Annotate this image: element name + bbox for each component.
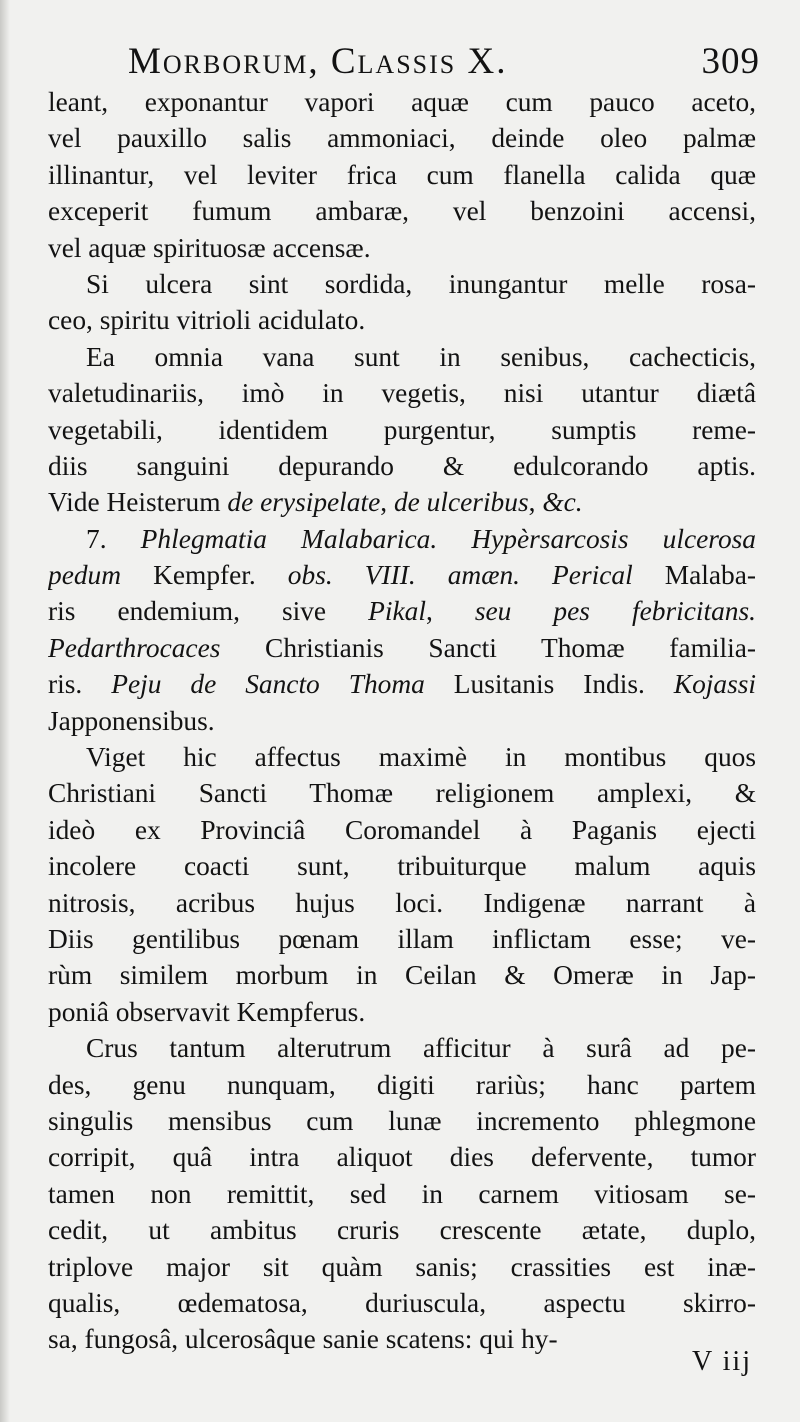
text-run: Ea omnia vana sunt in senibus, cachecticis, — [86, 341, 756, 372]
running-head — [128, 40, 760, 90]
italic-text: Phlegmatia Malabarica. Hypèrsarcosis ulcerosa — [140, 523, 756, 554]
text-run: 7. — [86, 523, 141, 554]
text-run: ris endemium, sive — [48, 596, 369, 627]
body-text — [48, 84, 756, 1358]
text-line — [48, 1139, 756, 1175]
text-run: triplove major sit quàm sanis; crassities est inæ- — [48, 1251, 756, 1282]
text-run: ideò ex Provinciâ Coromandel à Paganis ejecti — [48, 814, 756, 845]
text-run: singulis mensibus cum lunæ incremento phlegmone — [48, 1105, 756, 1136]
running-title: Morborum, Classis X. — [128, 41, 508, 82]
text-line — [48, 957, 756, 993]
text-run: vel pauxillo salis ammoniaci, deinde oleo palmæ — [48, 123, 756, 154]
paragraph — [48, 84, 756, 266]
italic-text: Pedarthrocaces — [48, 632, 221, 663]
text-run: rùm similem morbum in Ceilan & Omeræ in Jap- — [48, 960, 756, 991]
text-line — [48, 1030, 756, 1066]
text-line — [48, 266, 756, 302]
text-run: Viget hic affectus maximè in montibus quos — [86, 742, 756, 773]
text-run: Japponensibus. — [48, 705, 215, 736]
text-run: , — [380, 487, 394, 518]
text-run: vel aquæ spirituosæ accensæ. — [48, 232, 371, 263]
text-line — [48, 1067, 756, 1103]
text-run: valetudinariis, imò in vegetis, nisi utantur diætâ — [48, 378, 756, 409]
text-run: Christianis Sancti Thomæ familia- — [220, 632, 756, 663]
text-run: des, genu nunquam, digiti rariùs; hanc partem — [48, 1069, 756, 1100]
text-line — [48, 1176, 756, 1212]
text-line — [48, 666, 756, 702]
text-line — [48, 557, 756, 593]
italic-text: Pikal — [368, 596, 426, 627]
paragraph — [48, 739, 756, 1030]
italic-text: Kojassi — [673, 669, 756, 700]
text-line — [48, 375, 756, 411]
text-run: qualis, œdematosa, duriuscula, aspectu skirro- — [48, 1287, 756, 1318]
text-line — [48, 703, 756, 739]
text-run: Christiani Sancti Thomæ religionem amplexi, & — [48, 778, 756, 809]
text-run: cedit, ut ambitus cruris crescente ætate, duplo, — [48, 1215, 756, 1246]
paragraph — [48, 1030, 756, 1358]
text-line — [48, 84, 756, 120]
paragraph — [48, 339, 756, 521]
text-run: leant, exponantur vapori aquæ cum pauco aceto, — [48, 87, 756, 117]
italic-text: de ulceribus — [393, 487, 529, 518]
italic-text: seu pes febricitans. — [474, 596, 756, 627]
text-run: incolere coacti sunt, tribuiturque malum aquis — [48, 851, 756, 882]
italic-text: Peju de Sancto Thoma — [111, 669, 425, 700]
signature-mark: V iij — [691, 1346, 752, 1377]
text-run: Crus tantum alterutrum afficitur à surâ ad pe- — [86, 1033, 756, 1064]
text-run: Malaba- — [632, 560, 756, 591]
text-run: Diis gentilibus pœnam illam inflictam esse; ve- — [48, 923, 756, 954]
page-number: 309 — [701, 41, 760, 82]
text-line — [48, 812, 756, 848]
text-line — [48, 593, 756, 629]
italic-text: de erysipelate — [227, 487, 381, 518]
italic-text: &c. — [542, 487, 583, 518]
gutter-shadow — [0, 0, 10, 1422]
text-line — [48, 921, 756, 957]
text-run: ceo, spiritu vitrioli acidulato. — [48, 305, 366, 336]
text-run: Kempfer. — [121, 560, 288, 591]
text-line — [48, 412, 756, 448]
text-run: vegetabili, identidem purgentur, sumptis reme- — [48, 414, 756, 445]
text-run: ris. — [48, 669, 112, 700]
italic-text: pedum — [48, 560, 122, 591]
italic-text: obs. VIII. amæn. Perical — [287, 560, 633, 591]
text-line — [48, 1103, 756, 1139]
text-run: poniâ observavit Kempferus. — [48, 996, 366, 1027]
text-line — [48, 484, 756, 520]
text-line — [48, 1212, 756, 1248]
paragraph — [48, 521, 756, 739]
paragraph — [48, 266, 756, 339]
text-line — [48, 739, 756, 775]
text-run: Si ulcera sint sordida, inungantur melle rosa- — [86, 268, 756, 299]
text-line — [48, 448, 756, 484]
text-run: tamen non remittit, sed in carnem vitiosam se- — [48, 1178, 756, 1209]
text-line — [48, 120, 756, 156]
text-line — [48, 230, 756, 266]
text-run: nitrosis, acribus hujus loci. Indigenæ narrant à — [48, 887, 756, 918]
text-run: Vide Heisterum — [48, 487, 228, 518]
text-run: illinantur, vel leviter frica cum flanella calida quæ — [48, 159, 756, 190]
text-line — [48, 1285, 756, 1321]
text-run: diis sanguini depurando & edulcorando aptis. — [48, 450, 756, 481]
text-line — [48, 521, 756, 557]
text-run: , — [425, 596, 475, 627]
text-line — [48, 302, 756, 338]
text-line — [48, 775, 756, 811]
text-run: sa, fungosâ, ulcerosâque sanie scatens: qui hy- — [48, 1324, 558, 1355]
text-run: Lusitanis Indis. — [424, 669, 674, 700]
text-line — [48, 885, 756, 921]
text-line — [48, 1249, 756, 1285]
text-line — [48, 1321, 756, 1357]
text-line — [48, 193, 756, 229]
text-run: exceperit fumum ambaræ, vel benzoini accensi, — [48, 196, 756, 227]
text-line — [48, 848, 756, 884]
text-line — [48, 630, 756, 666]
text-line — [48, 339, 756, 375]
text-line — [48, 157, 756, 193]
text-run: , — [528, 487, 543, 518]
text-line — [48, 994, 756, 1030]
text-run: corripit, quâ intra aliquot dies defervente, tumor — [48, 1142, 756, 1173]
